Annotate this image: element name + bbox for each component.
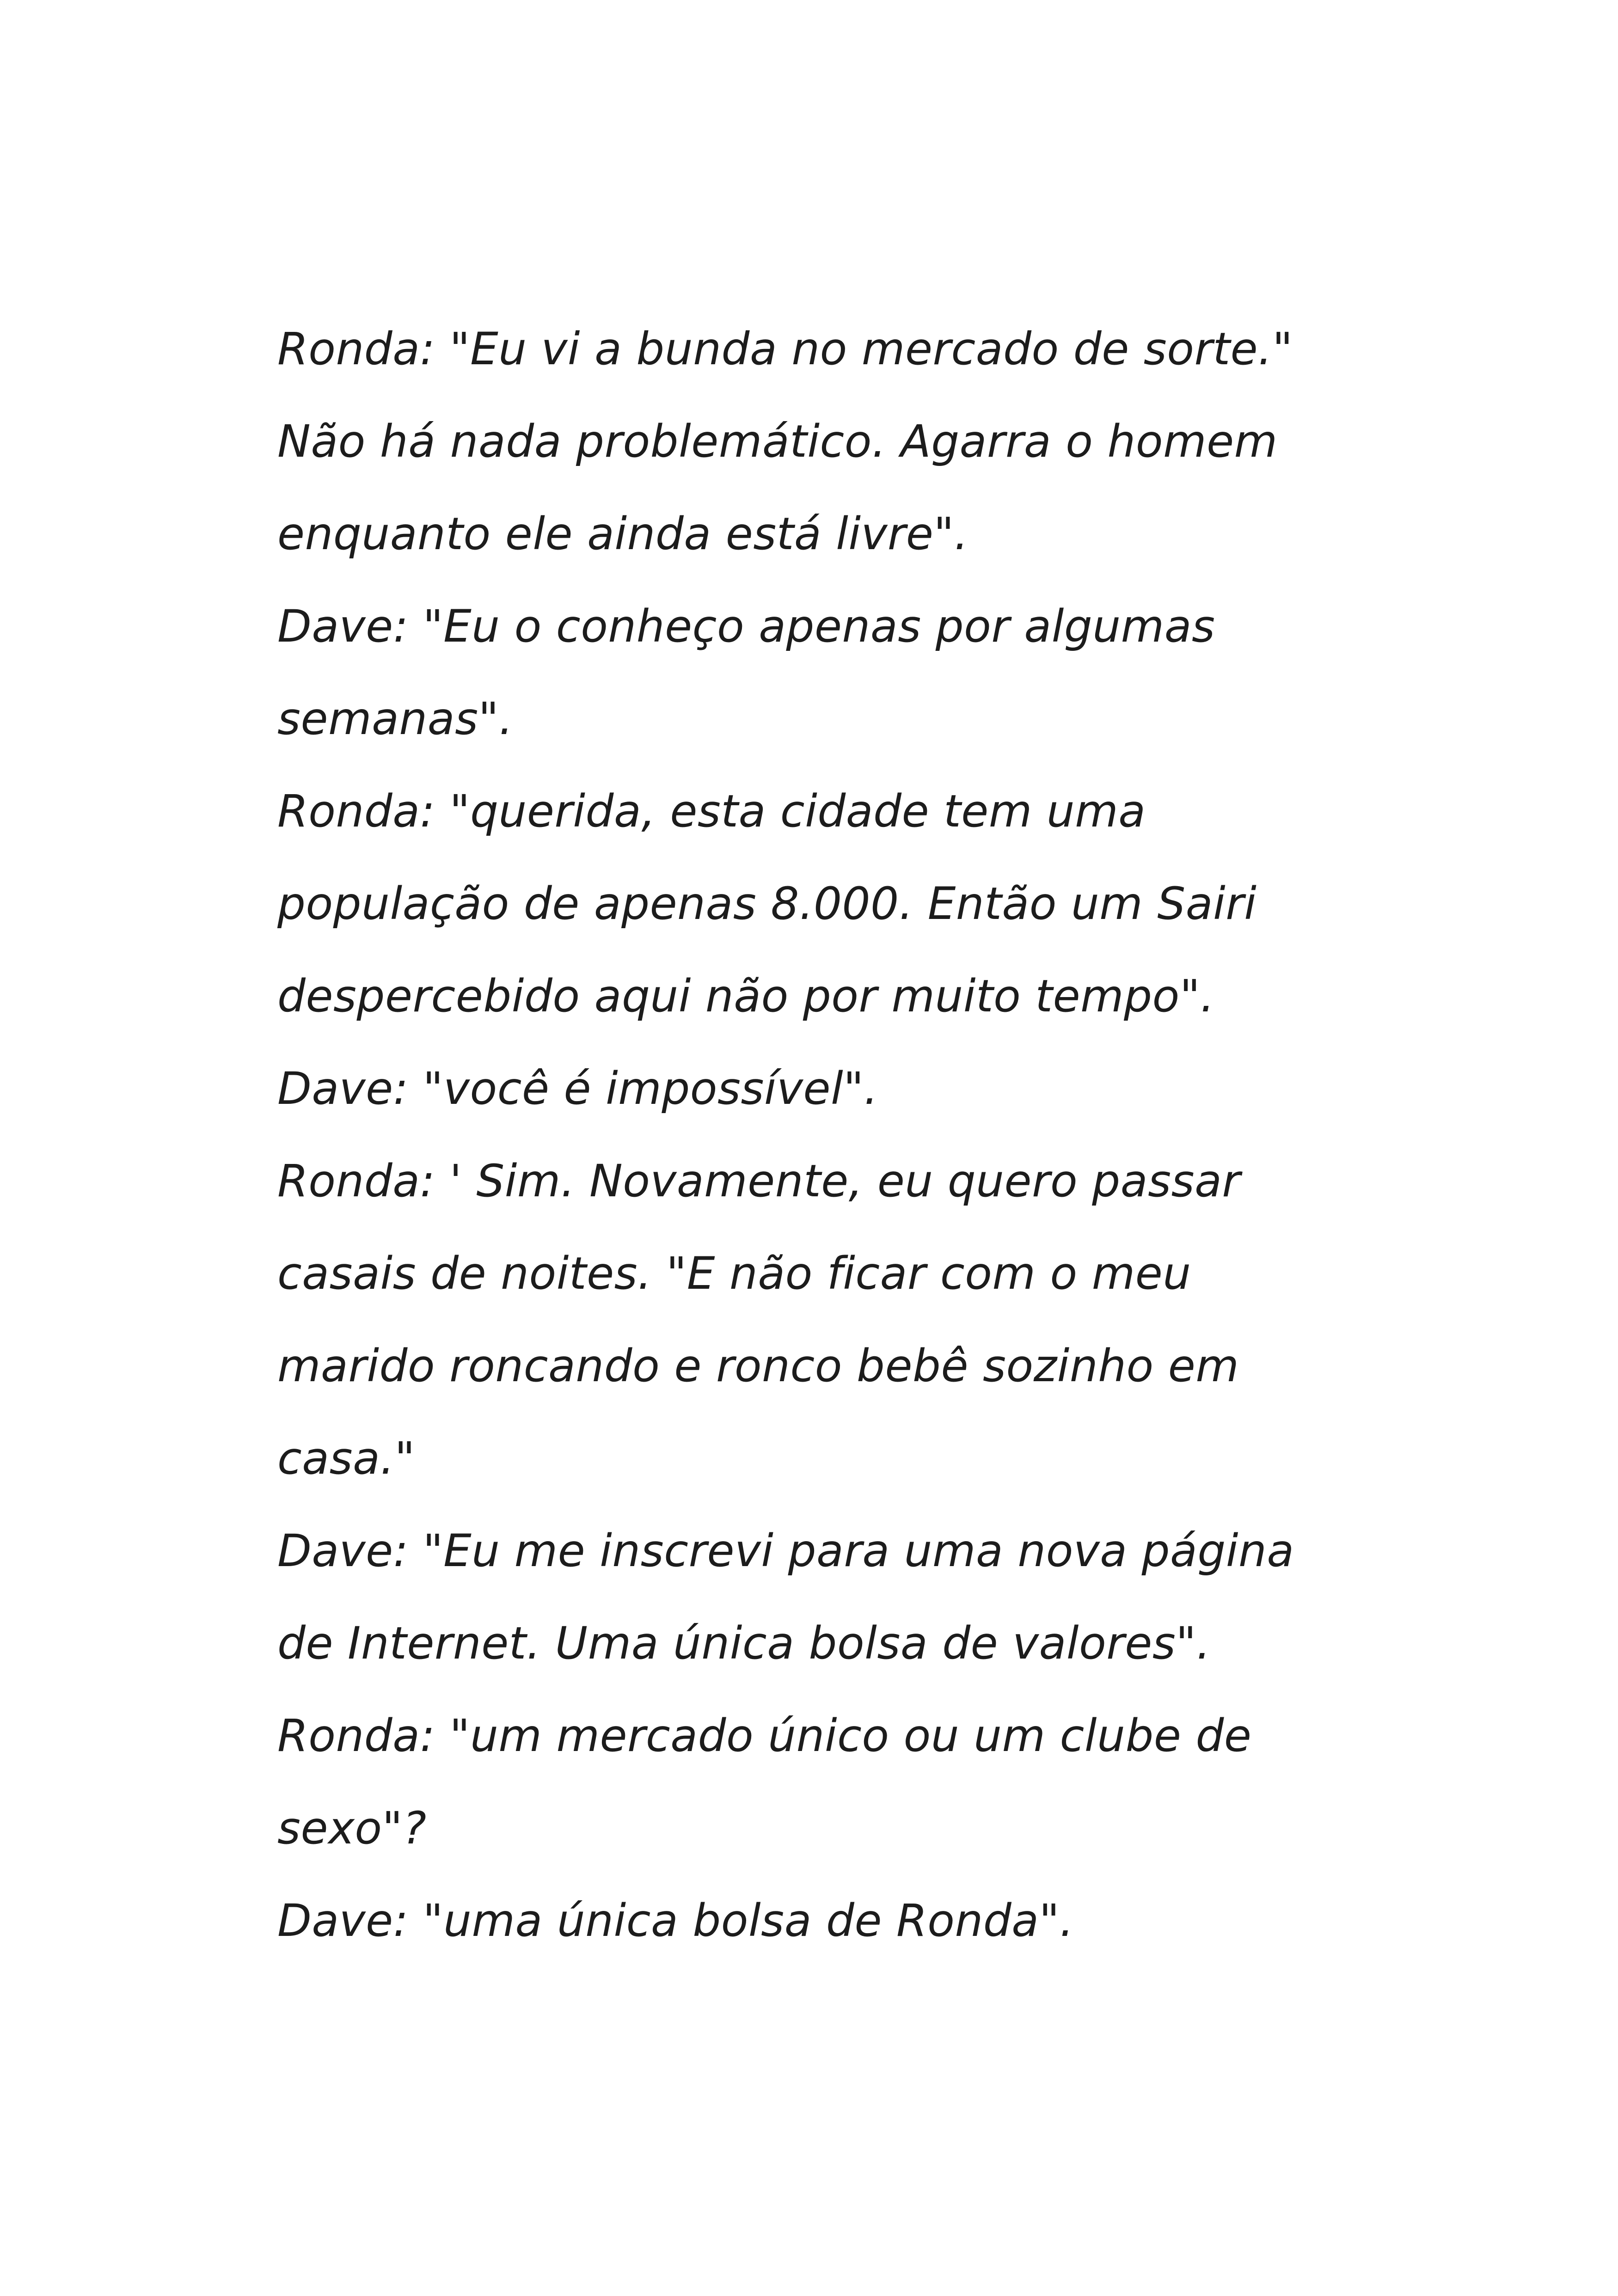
text-line: semanas". [277,693,514,745]
dialogue-text [277,303,1387,1967]
text-line: casa." [277,1433,416,1484]
text-line: Ronda: "querida, esta cidade tem uma [277,785,1146,837]
text-line: marido roncando e ronco bebê sozinho em [277,1340,1239,1392]
text-line: população de apenas 8.000. Então um Sairi [277,878,1257,930]
text-line: Não há nada problemático. Agarra o homem [277,416,1278,467]
text-line: sexo"? [277,1802,427,1854]
text-line: Dave: "Eu me inscrevi para uma nova página [277,1525,1294,1577]
text-line: Dave: "Eu o conheço apenas por algumas [277,600,1215,652]
text-line: de Internet. Uma única bolsa de valores". [277,1617,1211,1669]
text-line: Ronda: "um mercado único ou um clube de [277,1710,1252,1762]
text-line: enquanto ele ainda está livre". [277,508,969,560]
text-line: casais de noites. "E não ficar com o meu [277,1248,1191,1299]
text-line: Dave: "você é impossível". [277,1063,878,1114]
text-line: Ronda: "Eu vi a bunda no mercado de sorte." [277,323,1293,375]
text-line: despercebido aqui não por muito tempo". [277,970,1215,1022]
text-line: Ronda: ' Sim. Novamente, eu quero passar [277,1155,1241,1207]
text-line: Dave: "uma única bolsa de Ronda". [277,1895,1074,1947]
